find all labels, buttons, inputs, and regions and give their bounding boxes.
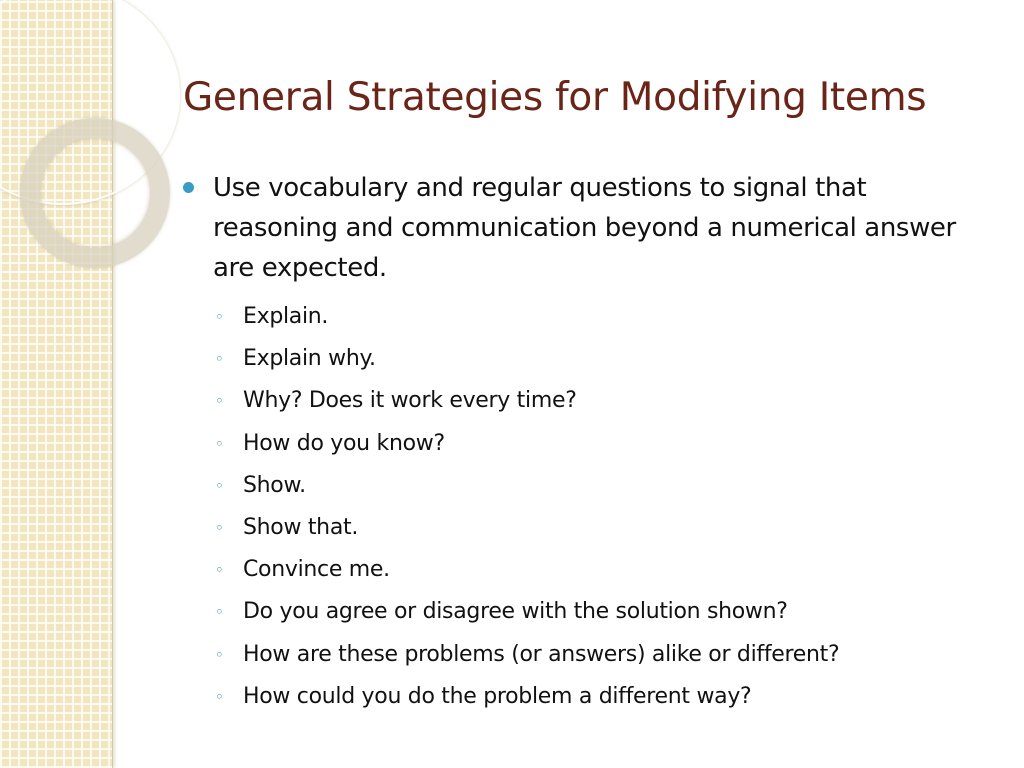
sub-bullet-icon: ◦ — [215, 392, 224, 411]
sub-item-text: How are these problems (or answers) alike or different? — [243, 641, 840, 667]
slide-content — [183, 168, 998, 718]
bullet-icon — [183, 182, 194, 193]
sub-bullet-icon: ◦ — [215, 434, 224, 453]
sub-bullet-icon: ◦ — [215, 476, 224, 495]
slide-title: General Strategies for Modifying Items — [183, 75, 927, 120]
sub-item-text: Convince me. — [243, 557, 390, 583]
list-item — [213, 296, 998, 338]
sub-bullet-icon: ◦ — [215, 645, 224, 664]
sub-item-text: How could you do the problem a different way? — [243, 683, 752, 709]
list-item — [213, 338, 998, 380]
sub-item-text: Explain. — [243, 304, 329, 329]
list-item — [213, 423, 998, 465]
sub-item-text: Show. — [243, 472, 306, 498]
sub-item-text: Why? Does it work every time? — [243, 388, 577, 414]
decorative-side-band — [0, 0, 113, 768]
main-bullet-text: Use vocabulary and regular questions to signal that reasoning and communication beyond a numerical answer are expected. — [213, 173, 956, 283]
sub-bullet-list — [183, 296, 998, 718]
sub-bullet-icon: ◦ — [215, 687, 224, 706]
sub-bullet-icon: ◦ — [215, 350, 224, 369]
main-bullet — [183, 168, 998, 288]
list-item — [213, 549, 998, 591]
list-item — [213, 465, 998, 507]
list-item — [213, 634, 998, 676]
list-item — [213, 507, 998, 549]
list-item — [213, 591, 998, 633]
sub-item-text: Do you agree or disagree with the solution shown? — [243, 599, 788, 625]
sub-bullet-icon: ◦ — [215, 519, 224, 538]
list-item — [213, 676, 998, 718]
sub-bullet-icon: ◦ — [215, 561, 224, 580]
sub-item-text: Show that. — [243, 515, 359, 541]
sub-bullet-icon: ◦ — [215, 308, 224, 326]
sub-item-text: How do you know? — [243, 430, 445, 456]
list-item — [213, 380, 998, 422]
sub-item-text: Explain why. — [243, 346, 376, 372]
sub-bullet-icon: ◦ — [215, 603, 224, 622]
